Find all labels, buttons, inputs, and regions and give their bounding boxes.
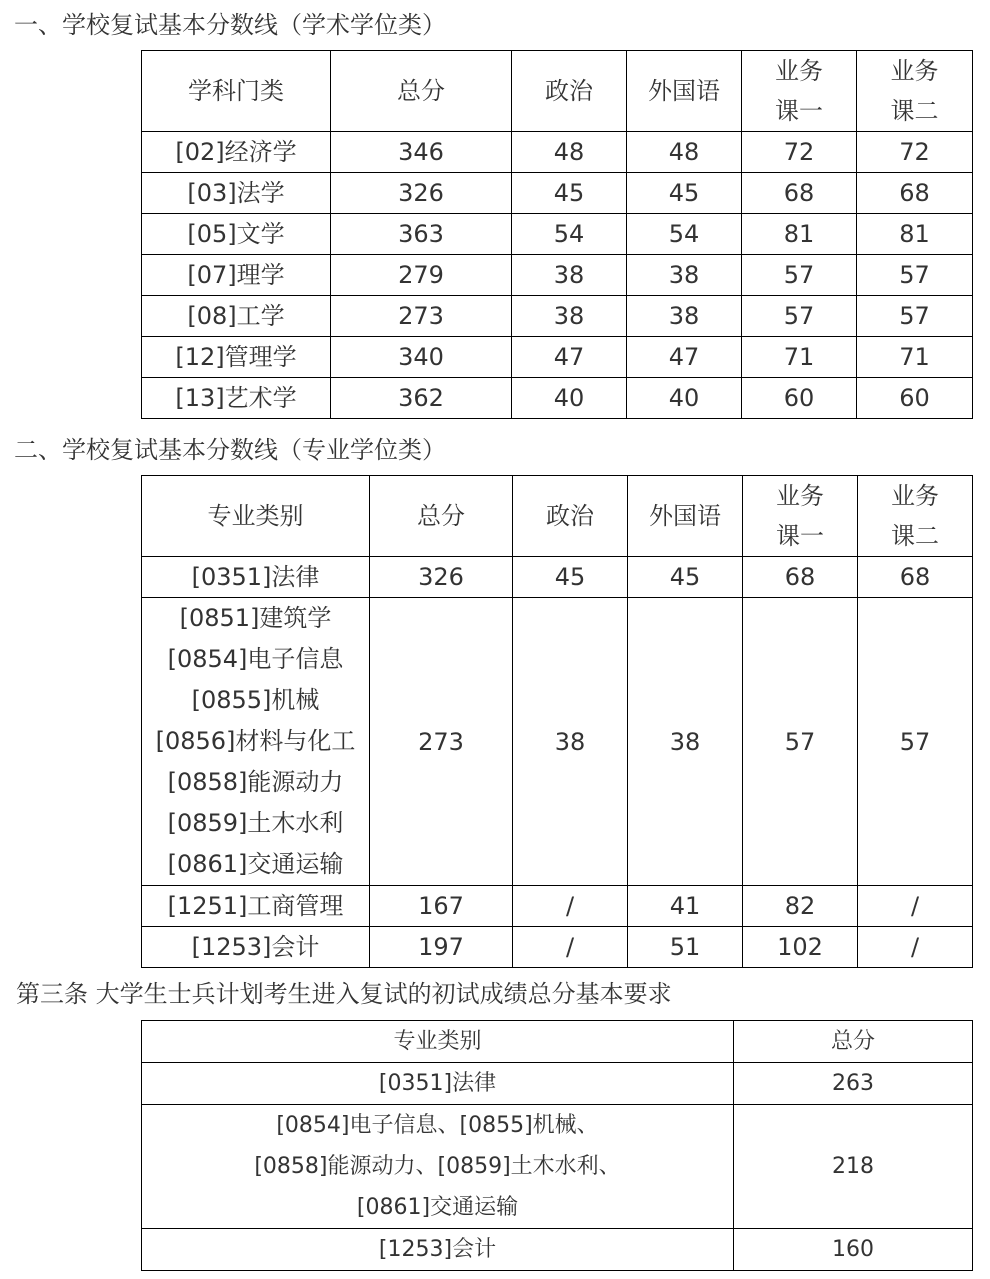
score-cell: 71 (742, 337, 857, 378)
score-cell: 72 (742, 132, 857, 173)
category-cell: [05]文学 (142, 214, 331, 255)
score-cell: 68 (858, 557, 973, 598)
score-cell: 51 (628, 927, 743, 968)
score-cell: 60 (742, 378, 857, 419)
table-row (142, 927, 973, 968)
score-cell: 363 (331, 214, 512, 255)
table-header-row (142, 1021, 973, 1063)
header-cell (742, 51, 857, 132)
score-cell: 48 (512, 132, 627, 173)
score-cell: 38 (512, 296, 627, 337)
header-cell (857, 51, 973, 132)
score-cell: 60 (857, 378, 973, 419)
score-cell: 68 (743, 557, 858, 598)
section2-title: 二、学校复试基本分数线（专业学位类） (14, 436, 446, 464)
table-row (142, 337, 973, 378)
table-row (142, 886, 973, 927)
score-cell: 57 (857, 296, 973, 337)
score-cell: 38 (628, 598, 743, 886)
score-cell: 72 (857, 132, 973, 173)
score-cell: 57 (742, 296, 857, 337)
score-cell: 54 (512, 214, 627, 255)
score-cell: 340 (331, 337, 512, 378)
table-row (142, 598, 973, 886)
header-line: 业务 (890, 57, 939, 85)
score-cell: 38 (627, 255, 742, 296)
score-cell: 71 (857, 337, 973, 378)
score-cell: 45 (513, 557, 628, 598)
category-cell: [1253]会计 (142, 927, 370, 968)
table-row (142, 255, 973, 296)
category-line: [0854]电子信息、[0855]机械、 (276, 1113, 599, 1138)
category-cell: [0351]法律 (142, 557, 370, 598)
category-cell: [1251]工商管理 (142, 886, 370, 927)
soldier-plan-table (141, 1020, 973, 1271)
category-line: [0861]交通运输 (356, 1195, 519, 1220)
category-cell: [02]经济学 (142, 132, 331, 173)
score-cell: 160 (734, 1229, 973, 1271)
table-row (142, 296, 973, 337)
section1-title: 一、学校复试基本分数线（学术学位类） (14, 11, 446, 39)
category-cell: [03]法学 (142, 173, 331, 214)
score-cell: 57 (858, 598, 973, 886)
category-list-cell (142, 1105, 734, 1229)
table-row (142, 557, 973, 598)
header-cell: 总分 (370, 476, 513, 557)
score-cell: 40 (627, 378, 742, 419)
category-line: [0858]能源动力 (167, 768, 344, 796)
table-row (142, 1229, 973, 1271)
score-cell: 47 (512, 337, 627, 378)
score-cell: 68 (742, 173, 857, 214)
header-line: 业务 (776, 482, 824, 510)
header-line: 业务 (775, 57, 823, 85)
score-cell: 57 (742, 255, 857, 296)
score-cell: 48 (627, 132, 742, 173)
header-line: 课二 (890, 97, 939, 125)
score-cell: 47 (627, 337, 742, 378)
header-line: 课一 (775, 97, 823, 125)
score-cell: 326 (331, 173, 512, 214)
academic-degree-table (141, 50, 973, 419)
header-cell: 专业类别 (142, 1021, 734, 1063)
score-cell: / (858, 927, 973, 968)
header-cell: 学科门类 (142, 51, 331, 132)
category-cell: [1253]会计 (142, 1229, 734, 1271)
category-cell: [07]理学 (142, 255, 331, 296)
category-line: [0859]土木水利 (167, 809, 344, 837)
score-cell: 81 (742, 214, 857, 255)
score-cell: 81 (857, 214, 973, 255)
category-cell: [12]管理学 (142, 337, 331, 378)
header-line: 课二 (891, 522, 939, 550)
category-line: [0858]能源动力、[0859]土木水利、 (254, 1154, 621, 1179)
header-cell: 总分 (734, 1021, 973, 1063)
table-row (142, 173, 973, 214)
score-cell: / (513, 886, 628, 927)
score-cell: 38 (512, 255, 627, 296)
category-line: [0861]交通运输 (167, 850, 344, 878)
header-cell: 外国语 (627, 51, 742, 132)
score-cell: 263 (734, 1063, 973, 1105)
score-cell: / (513, 927, 628, 968)
table-row (142, 1063, 973, 1105)
score-cell: 57 (857, 255, 973, 296)
header-line: 课一 (776, 522, 824, 550)
category-cell: [0351]法律 (142, 1063, 734, 1105)
category-line: [0854]电子信息 (167, 645, 344, 673)
score-cell: 45 (628, 557, 743, 598)
table-header-row (142, 51, 973, 132)
score-cell: 279 (331, 255, 512, 296)
table-header-row (142, 476, 973, 557)
table-row (142, 1105, 973, 1229)
header-cell (858, 476, 973, 557)
score-cell: 167 (370, 886, 513, 927)
table-row (142, 132, 973, 173)
score-cell: 362 (331, 378, 512, 419)
score-cell: 68 (857, 173, 973, 214)
score-cell: 54 (627, 214, 742, 255)
score-cell: 102 (743, 927, 858, 968)
score-cell: 218 (734, 1105, 973, 1229)
score-cell: 197 (370, 927, 513, 968)
table-row (142, 214, 973, 255)
score-cell: 273 (370, 598, 513, 886)
table-row (142, 378, 973, 419)
header-cell: 专业类别 (142, 476, 370, 557)
score-cell: 346 (331, 132, 512, 173)
header-cell: 外国语 (628, 476, 743, 557)
category-list-cell (142, 598, 370, 886)
score-cell: 45 (512, 173, 627, 214)
header-cell (743, 476, 858, 557)
score-cell: 38 (513, 598, 628, 886)
section3-title: 第三条 大学生士兵计划考生进入复试的初试成绩总分基本要求 (16, 980, 672, 1008)
category-line: [0851]建筑学 (179, 604, 332, 632)
header-cell: 总分 (331, 51, 512, 132)
score-cell: 326 (370, 557, 513, 598)
score-cell: / (858, 886, 973, 927)
score-cell: 57 (743, 598, 858, 886)
category-cell: [13]艺术学 (142, 378, 331, 419)
category-line: [0855]机械 (191, 686, 320, 714)
score-cell: 41 (628, 886, 743, 927)
score-cell: 273 (331, 296, 512, 337)
category-cell: [08]工学 (142, 296, 331, 337)
score-cell: 45 (627, 173, 742, 214)
score-cell: 82 (743, 886, 858, 927)
header-cell: 政治 (512, 51, 627, 132)
score-cell: 40 (512, 378, 627, 419)
category-line: [0856]材料与化工 (155, 727, 356, 755)
header-cell: 政治 (513, 476, 628, 557)
header-line: 业务 (891, 482, 939, 510)
professional-degree-table (141, 475, 973, 968)
score-cell: 38 (627, 296, 742, 337)
